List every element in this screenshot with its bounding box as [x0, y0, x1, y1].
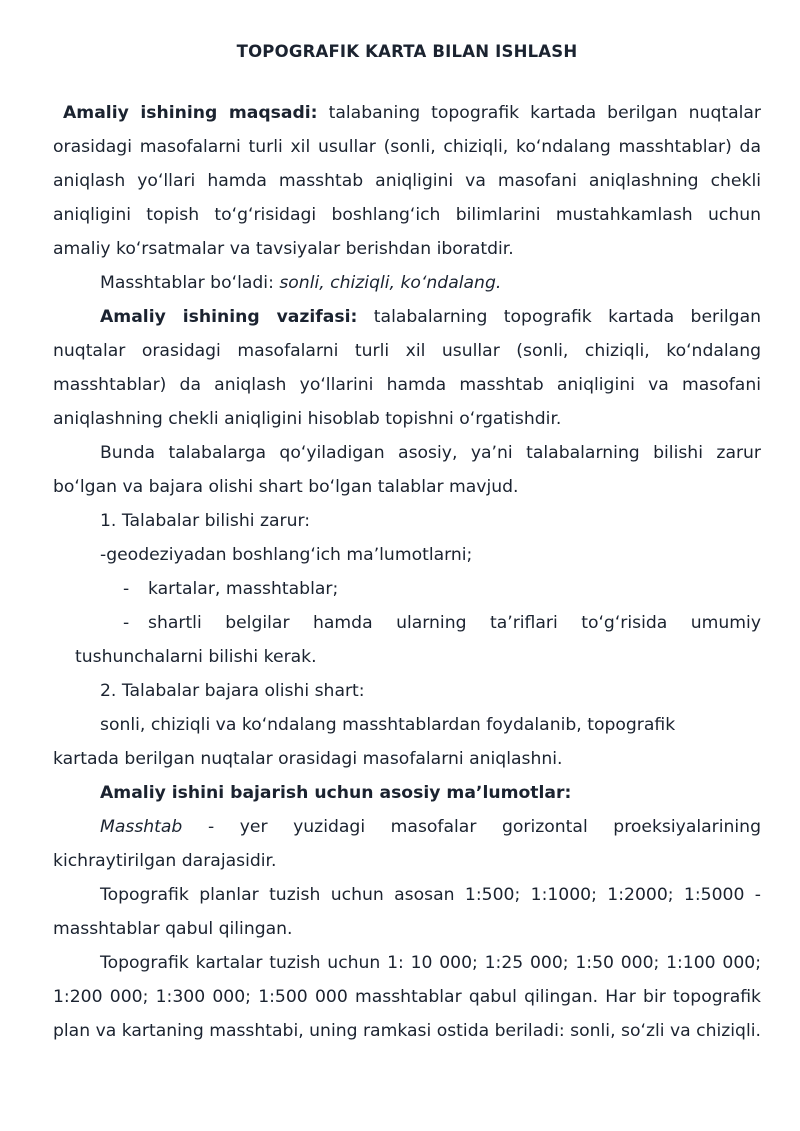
scale-term: Masshtab [100, 817, 183, 837]
must-know-item-geodesy: -geodeziyadan boshlangʻich maʼlumotlarni; [100, 545, 473, 565]
must-know-heading: 1. Talabalar bilishi zarur: [100, 511, 311, 531]
plan-scales-paragraph: Topografik planlar tuzish uchun asosan 1:500; 1:1000; 1:2000; 1:5000 - masshtablar qabul qilingan. [53, 885, 761, 939]
must-do-heading: 2. Talabalar bajara olishi shart: [100, 681, 365, 701]
scale-definition-paragraph [53, 810, 761, 878]
purpose-paragraph [53, 96, 761, 266]
list-item-text: kartalar, masshtablar; [148, 579, 339, 599]
list-dash: - [123, 579, 130, 599]
scale-definition-text: - yer yuzidagi masofalar gorizontal proeksiyalarining kichraytirilgan darajasidir. [53, 817, 761, 871]
scales-paragraph [53, 266, 761, 300]
list-item-text: shartli belgilar hamda ularning taʼriflari toʻgʻrisida umumiy [148, 613, 761, 633]
list-item-maps [53, 572, 761, 606]
basic-info-heading: Amaliy ishini bajarish uchun asosiy maʼlumotlar: [100, 783, 572, 803]
map-scales-paragraph: Topografik kartalar tuzish uchun 1: 10 000; 1:25 000; 1:50 000; 1:100 000; 1:200 000; 1:300 000; 1:500 000 masshtablar qabul qilingan. Har bir topografik plan va kartaning masshtabi, uning ramkasi ostida beriladi: sonli, soʻzli va chiziqli. [53, 953, 761, 1041]
must-do-line2: kartada berilgan nuqtalar orasidagi masofalarni aniqlashni. [53, 749, 563, 769]
requirements-paragraph: Bunda talabalarga qoʻyiladigan asosiy, yaʼni talabalarning bilishi zarur boʻlgan va bajara olishi shart boʻlgan talablar mavjud. [53, 443, 761, 497]
scales-text: Masshtablar boʻladi: [100, 273, 280, 293]
list-item-symbols [53, 606, 761, 640]
page-title: TOPOGRAFIK KARTA BILAN ISHLASH [236, 42, 578, 61]
task-label: Amaliy ishining vazifasi: [100, 307, 358, 327]
task-text: talabalarning topografik kartada berilgan nuqtalar orasidagi masofalarni turli xil usullar (sonli, chiziqli, koʻndalang masshtablar) da aniqlash yoʻllarini hamda masshtab aniqligini va masofani aniqlashning chekli aniqligini hisoblab topishni oʻrgatishdir. [53, 307, 761, 429]
scales-types: sonli, chiziqli, koʻndalang. [279, 273, 502, 293]
must-do-line1: sonli, chiziqli va koʻndalang masshtablardan foydalanib, topografik [100, 715, 676, 735]
list-item-symbols-continuation: tushunchalarni bilishi kerak. [75, 647, 317, 667]
list-dash: - [123, 613, 130, 633]
document-page [53, 38, 761, 1048]
purpose-label: Amaliy ishining maqsadi: [63, 103, 318, 123]
purpose-text: talabaning topografik kartada berilgan nuqtalar orasidagi masofalarni turli xil usullar (sonli, chiziqli, koʻndalang masshtablar) da aniqlash yoʻllari hamda masshtab aniqligini va masofani aniqlashning chekli aniqligini topish toʻgʻrisidagi boshlangʻich bilimlarini mustahkamlash uchun amaliy koʻrsatmalar va tavsiyalar berishdan iboratdir. [53, 103, 761, 259]
task-paragraph [53, 300, 761, 436]
